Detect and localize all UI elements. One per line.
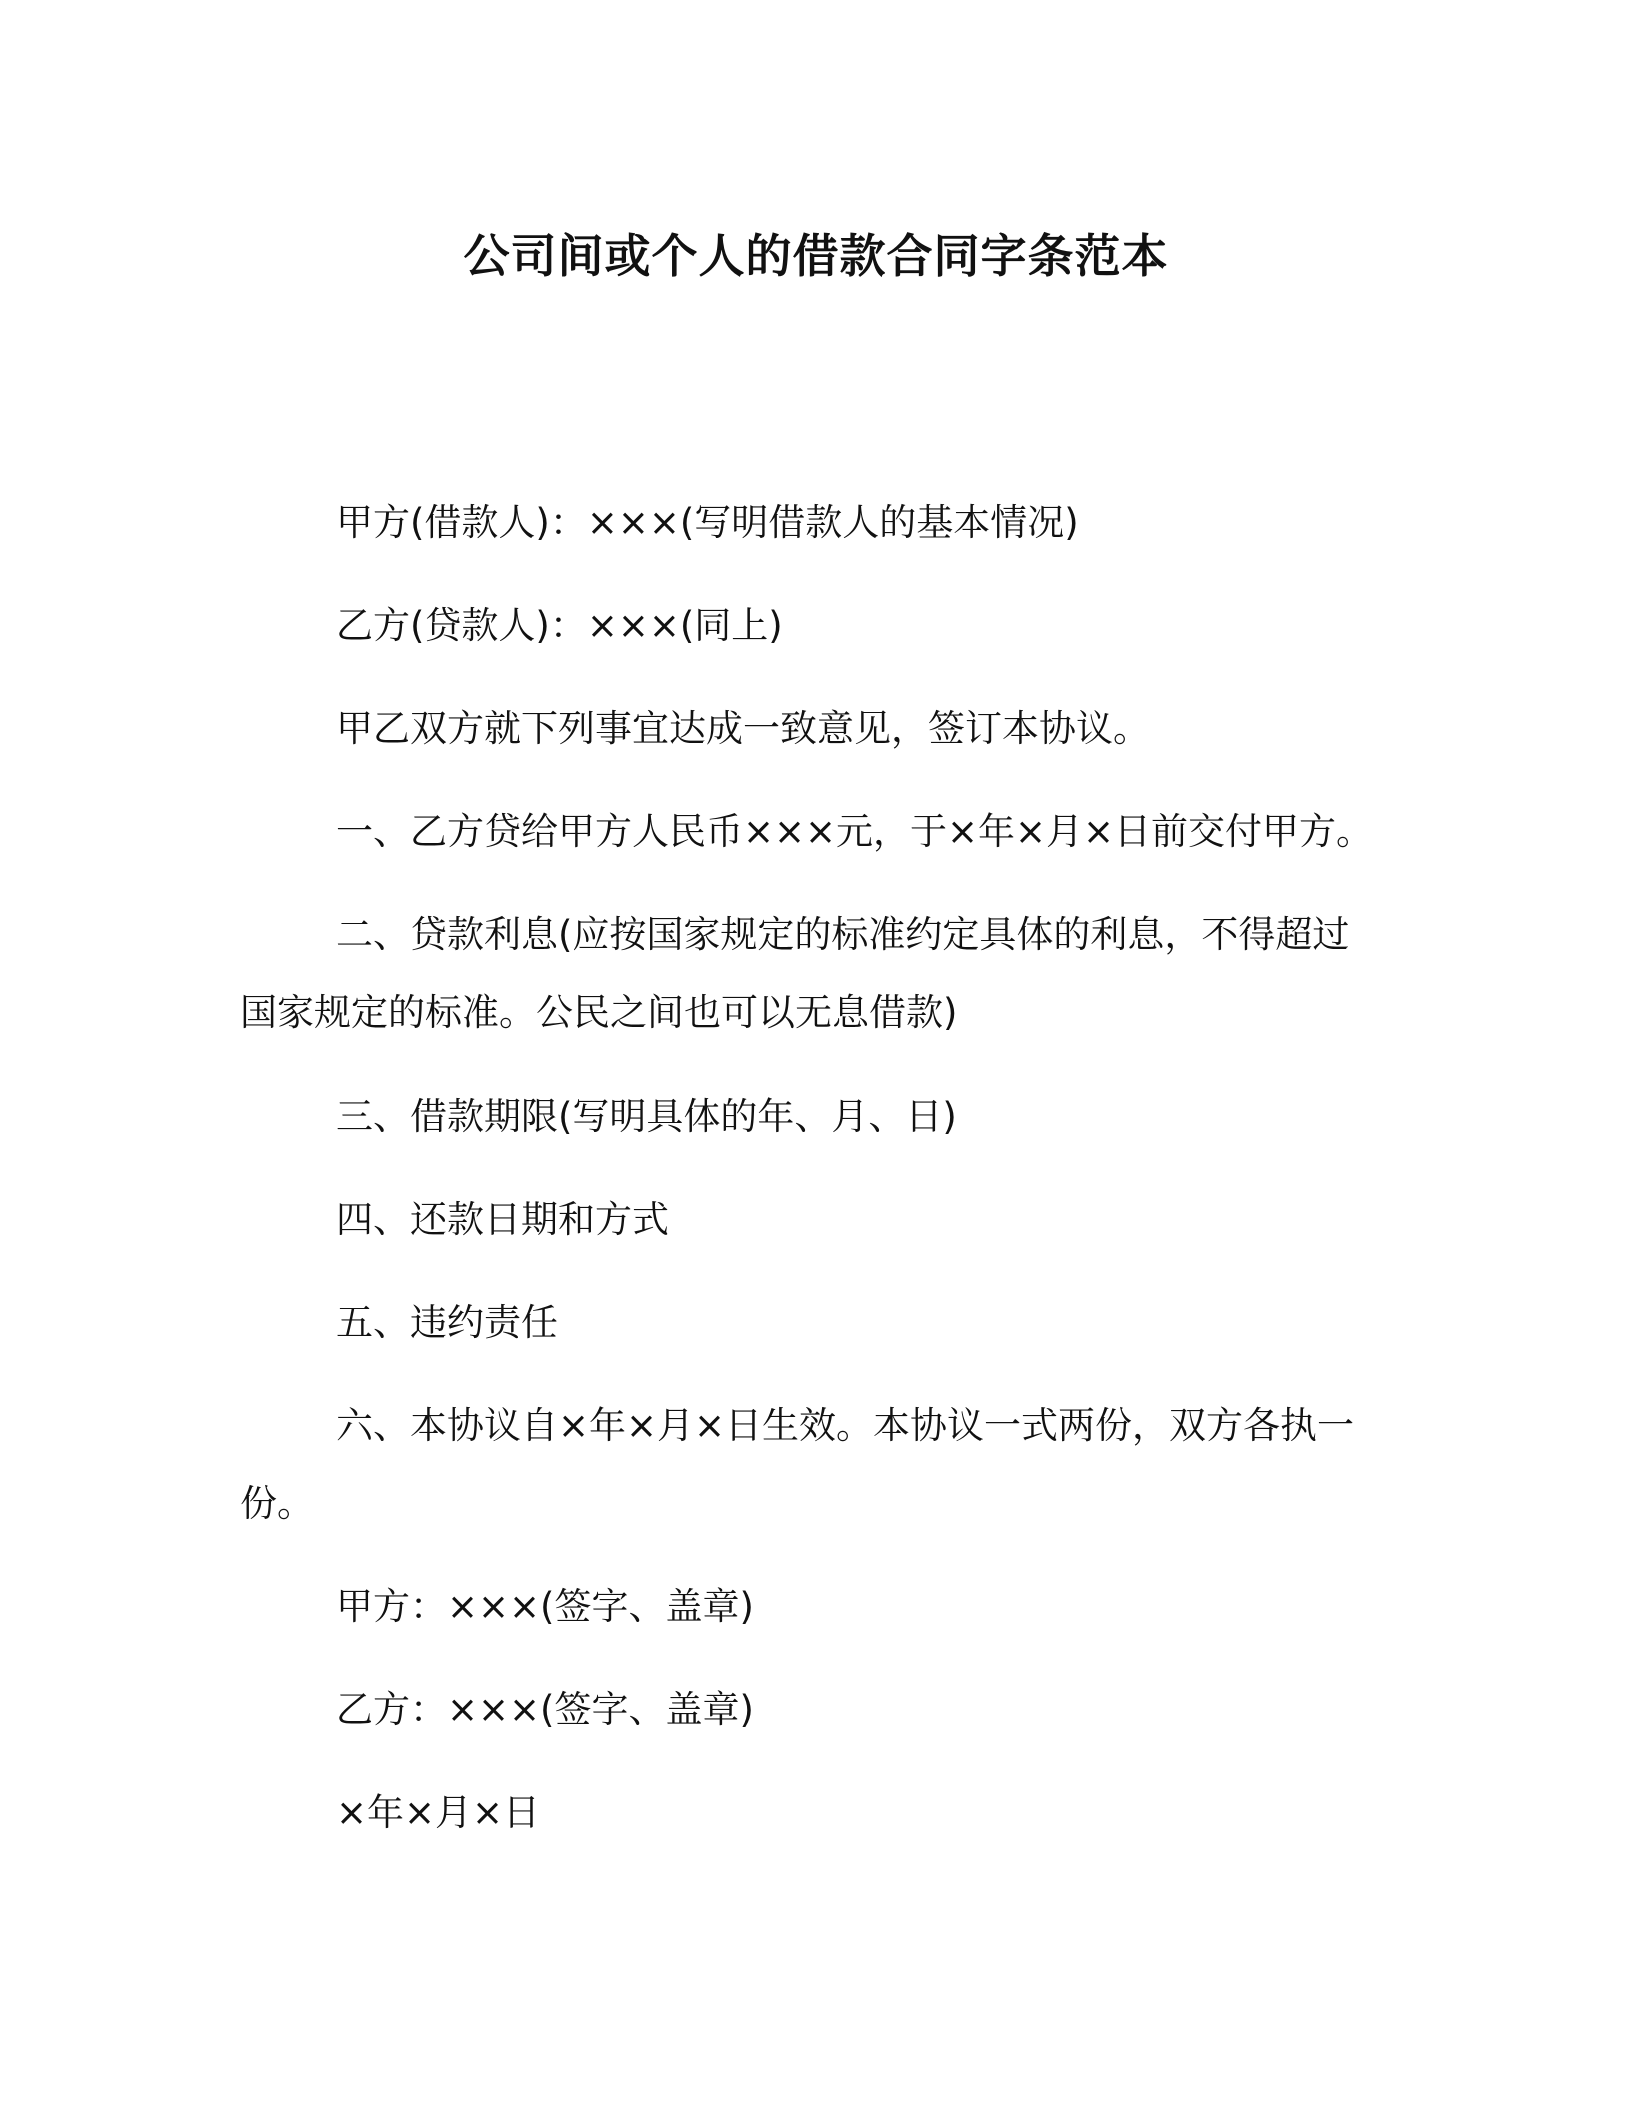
signature-party-a: 甲方：×××(签字、盖章) [336, 1585, 754, 1628]
clause-4-repayment: 四、还款日期和方式 [336, 1198, 669, 1241]
clause-1-loan-amount: 一、乙方贷给甲方人民币×××元，于×年×月×日前交付甲方。 [336, 810, 1374, 853]
clause-6-effective: 六、本协议自×年×月×日生效。本协议一式两份，双方各执一份。 [240, 1404, 1355, 1525]
signature-party-b: 乙方：×××(签字、盖章) [336, 1688, 754, 1731]
party-b-lender: 乙方(贷款人)：×××(同上) [336, 604, 783, 647]
party-a-borrower: 甲方(借款人)：×××(写明借款人的基本情况) [336, 501, 1079, 544]
clause-3-term: 三、借款期限(写明具体的年、月、日) [336, 1095, 957, 1138]
document-title: 公司间或个人的借款合同字条范本 [463, 229, 1169, 283]
clause-5-liability: 五、违约责任 [336, 1301, 558, 1344]
clause-2-interest: 二、贷款利息(应按国家规定的标准约定具体的利息，不得超过国家规定的标准。公民之间也可以无息借款) [240, 913, 1350, 1034]
agreement-intro: 甲乙双方就下列事宜达成一致意见，签订本协议。 [336, 707, 1150, 750]
signature-date: ×年×月×日 [336, 1791, 541, 1834]
